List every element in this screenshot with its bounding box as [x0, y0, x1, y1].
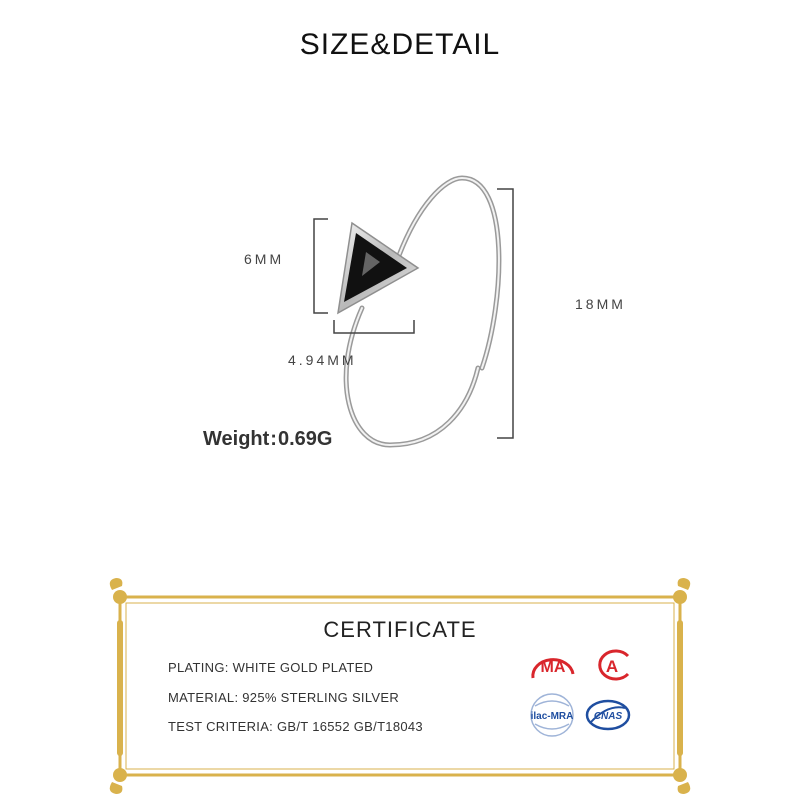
- certificate-title: CERTIFICATE: [323, 617, 477, 642]
- certificate-material: MATERIAL: 925% STERLING SILVER: [168, 690, 400, 705]
- ilac-mra-logo: [527, 692, 577, 738]
- certificate-test-criteria: TEST CRITERIA: GB/T 16552 GB/T18043: [168, 719, 423, 734]
- cnas-logo-text: CNAS: [593, 711, 623, 722]
- page-title: SIZE&DETAIL: [299, 28, 501, 61]
- ring-size-label: 18MM: [575, 296, 626, 312]
- cma-logo: [527, 650, 579, 682]
- cal-logo: [590, 648, 634, 682]
- cnas-logo: [585, 698, 631, 732]
- ilac-logo-text: ilac-MRA: [530, 711, 574, 722]
- height-dimension-label: 6MM: [244, 251, 285, 267]
- weight-value: 0.69G: [277, 428, 333, 450]
- weight-label: Weight: [203, 428, 270, 450]
- cal-logo-text: A: [605, 657, 619, 676]
- frame-corner-ornament: [110, 578, 691, 794]
- weight-separator: :: [270, 428, 277, 450]
- certificate-plating: PLATING: WHITE GOLD PLATED: [168, 660, 374, 675]
- width-dimension-label: 4.94MM: [288, 352, 357, 368]
- cma-logo-text: MA: [540, 659, 566, 676]
